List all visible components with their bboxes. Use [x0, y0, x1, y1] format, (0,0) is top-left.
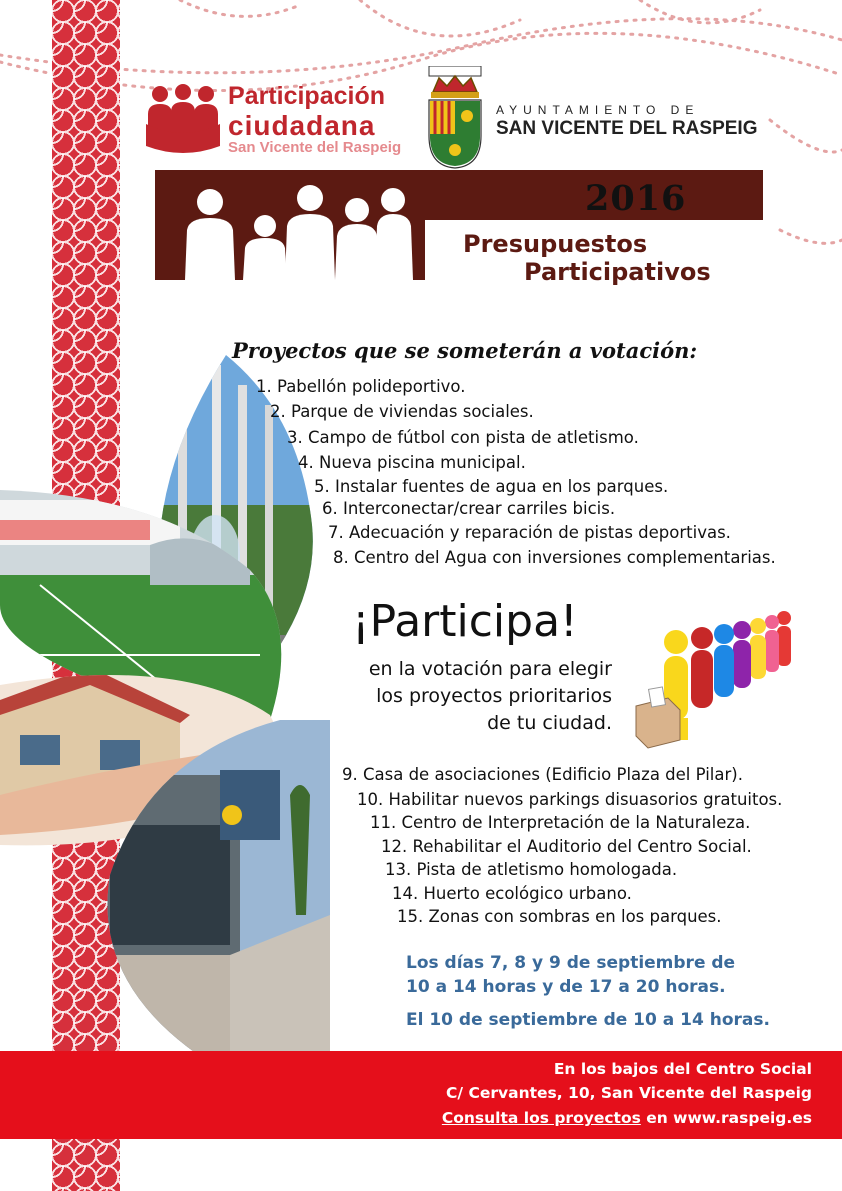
people-logo-icon	[146, 84, 220, 160]
voting-people-icon	[624, 606, 810, 754]
footer-website[interactable]: en www.raspeig.es	[640, 1109, 812, 1127]
logo-title: Participación	[228, 82, 385, 110]
participa-headline: ¡Participa!	[352, 596, 578, 647]
photo-collage	[0, 355, 330, 1075]
project-item: 9. Casa de asociaciones (Edificio Plaza del Pilar).	[342, 765, 743, 784]
dates-line1: Los días 7, 8 y 9 de septiembre de	[406, 953, 736, 973]
project-item: 11. Centro de Interpretación de la Naturaleza.	[370, 813, 751, 832]
coat-of-arms-icon	[425, 66, 485, 170]
logo-town: San Vicente del Raspeig	[228, 139, 402, 156]
project-item: 15. Zonas con sombras en los parques.	[397, 907, 722, 926]
footer-location: En los bajos del Centro Social	[553, 1060, 812, 1078]
participa-line2: los proyectos prioritarios	[376, 685, 612, 707]
project-item: 4. Nueva piscina municipal.	[298, 453, 526, 472]
projects-title: Proyectos que se someterán a votación:	[232, 338, 698, 363]
banner-title-line2: Participativos	[524, 258, 711, 286]
project-item: 12. Rehabilitar el Auditorio del Centro Social.	[381, 837, 752, 856]
ayuntamiento-label: AYUNTAMIENTO DE	[496, 103, 700, 117]
project-item: 1. Pabellón polideportivo.	[256, 377, 466, 396]
project-item: 7. Adecuación y reparación de pistas deportivas.	[328, 523, 731, 542]
banner-title-line1: Presupuestos	[463, 230, 648, 258]
year-label: 2016	[585, 178, 687, 219]
dates-line3: El 10 de septiembre de 10 a 14 horas.	[406, 1010, 770, 1030]
footer-address: C/ Cervantes, 10, San Vicente del Raspeig	[446, 1084, 812, 1102]
project-item: 13. Pista de atletismo homologada.	[385, 860, 678, 879]
project-item: 10. Habilitar nuevos parkings disuasorios gratuitos.	[357, 790, 783, 809]
project-item: 6. Interconectar/crear carriles bicis.	[322, 499, 616, 518]
ayuntamiento-name: SAN VICENTE DEL RASPEIG	[496, 118, 758, 139]
project-item: 3. Campo de fútbol con pista de atletismo.	[287, 428, 639, 447]
logo-subtitle: ciudadana	[228, 110, 376, 141]
consulta-proyectos-link[interactable]: Consulta los proyectos	[441, 1109, 641, 1127]
project-item: 5. Instalar fuentes de agua en los parques.	[314, 477, 669, 496]
participa-line3: de tu ciudad.	[487, 712, 612, 734]
participa-line1: en la votación para elegir	[368, 658, 612, 680]
project-item: 2. Parque de viviendas sociales.	[270, 402, 534, 421]
project-item: 14. Huerto ecológico urbano.	[392, 884, 632, 903]
footer-bar	[0, 1051, 842, 1139]
dates-line2: 10 a 14 horas y de 17 a 20 horas.	[406, 977, 726, 997]
footer-website-line	[442, 1109, 812, 1127]
project-item: 8. Centro del Agua con inversiones complementarias.	[333, 548, 776, 567]
